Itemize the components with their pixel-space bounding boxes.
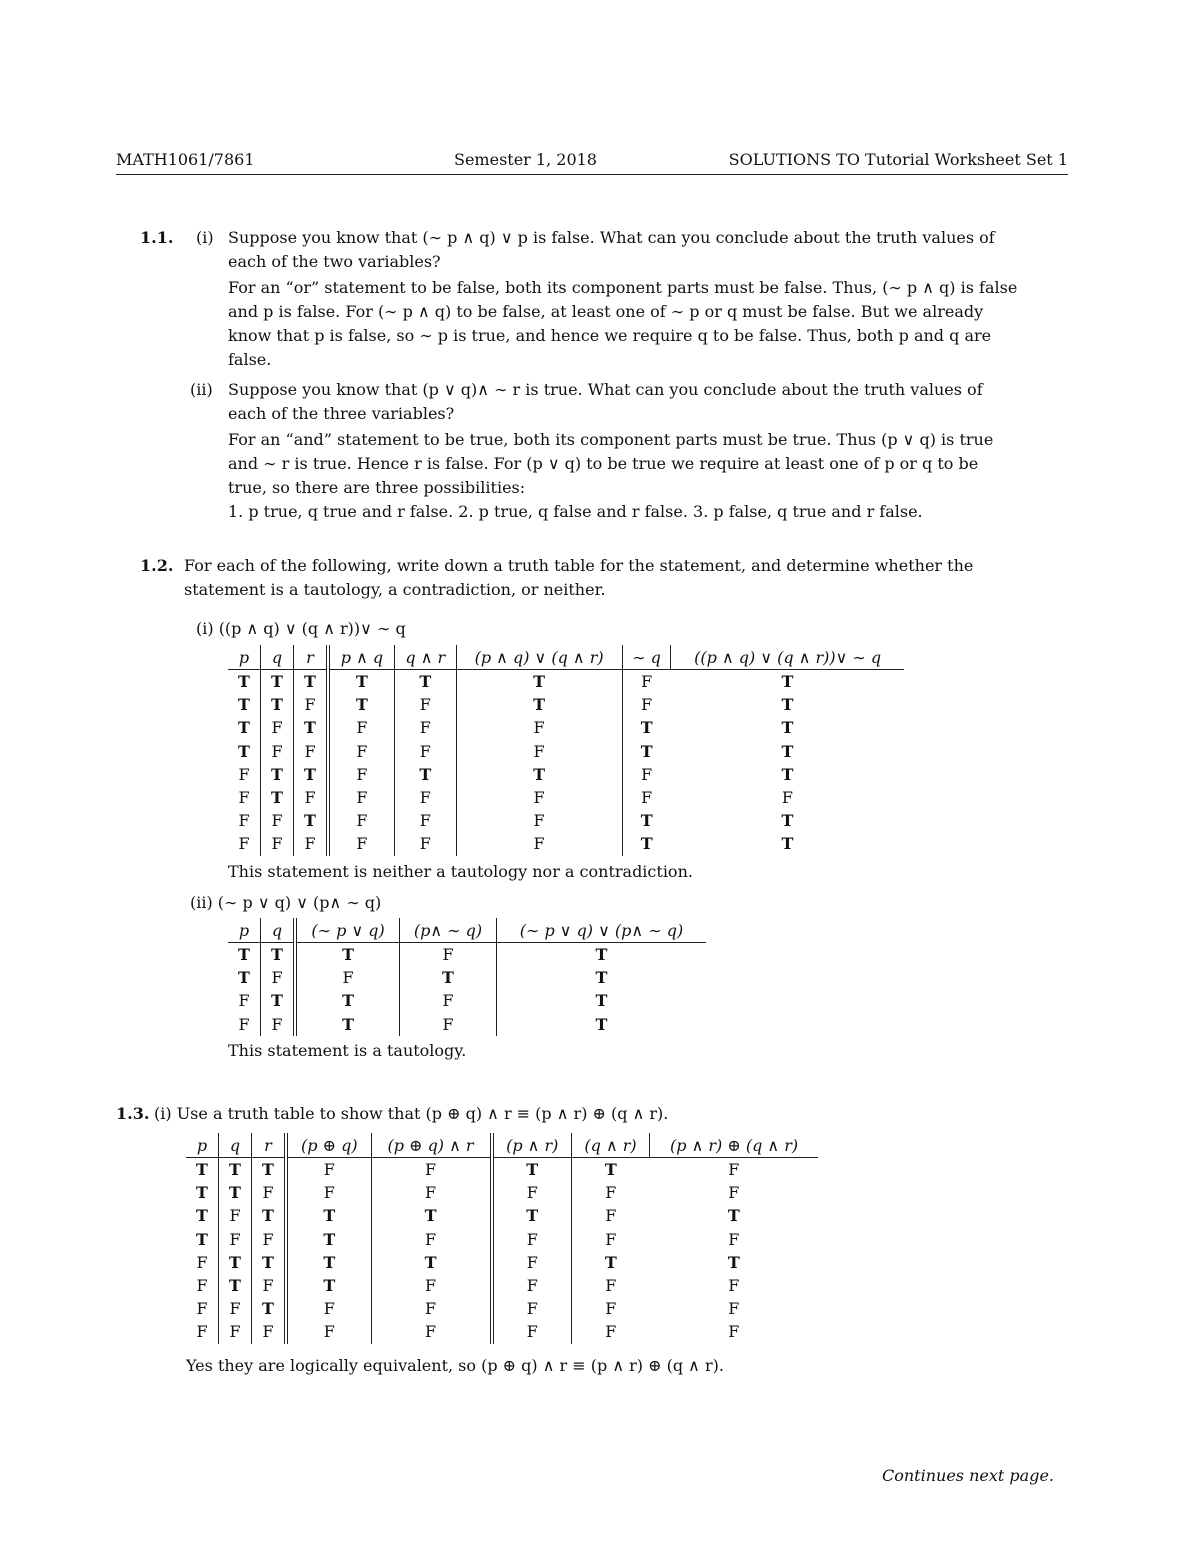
- table-cell: F: [295, 966, 400, 989]
- table-cell: T: [294, 716, 329, 739]
- question-number-1-3: 1.3.: [116, 1104, 150, 1123]
- table-cell: F: [492, 1320, 572, 1343]
- table-cell: T: [294, 763, 329, 786]
- q2-part-ii-label: (ii) (∼ p ∨ q) ∨ (p∧ ∼ q): [190, 893, 382, 912]
- table-cell: F: [394, 832, 456, 855]
- table-cell: F: [394, 716, 456, 739]
- truth-table-1-3-i: [186, 1133, 818, 1344]
- table-cell: T: [781, 718, 794, 738]
- course-code: MATH1061/7861: [116, 150, 255, 169]
- table-cell: F: [286, 1181, 371, 1204]
- text-line: and ∼ r is true. Hence r is false. For (p ∨ q) to be true we require at least one of p or q to be: [228, 454, 979, 473]
- table-header: (q ∧ r): [571, 1133, 649, 1158]
- table-cell: F: [400, 1013, 497, 1036]
- table-cell: F: [728, 1229, 740, 1249]
- table-cell: F: [261, 716, 294, 739]
- table-cell: F: [571, 1297, 649, 1320]
- table-cell: F: [622, 786, 671, 809]
- table-cell: T: [261, 786, 294, 809]
- text-line: know that p is false, so ∼ p is true, and hence we require q to be false. Thus, both p and q are: [228, 326, 992, 345]
- text-line: Suppose you know that (∼ p ∧ q) ∨ p is false. What can you conclude about the truth values of: [228, 228, 995, 247]
- table-cell: T: [294, 809, 329, 832]
- table-cell: F: [492, 1297, 572, 1320]
- table-cell: F: [196, 1276, 208, 1296]
- table-cell: T: [286, 1228, 371, 1251]
- table-cell: T: [294, 670, 329, 694]
- table-row: [186, 1158, 818, 1182]
- table-cell: F: [294, 832, 329, 855]
- text-line: true, so there are three possibilities:: [228, 478, 526, 497]
- table-cell: T: [238, 718, 250, 738]
- table-cell: F: [622, 693, 671, 716]
- table-cell: F: [394, 740, 456, 763]
- table-cell: F: [219, 1297, 252, 1320]
- table-row: [228, 763, 904, 786]
- table-cell: F: [252, 1274, 287, 1297]
- q2-part-i-label: (i) ((p ∧ q) ∨ (q ∧ r))∨ ∼ q: [196, 619, 406, 638]
- table-cell: F: [286, 1320, 371, 1343]
- q1-part-ii-label: (ii): [190, 380, 213, 399]
- table-cell: F: [252, 1181, 287, 1204]
- table-cell: T: [622, 832, 671, 855]
- table-cell: T: [496, 1013, 706, 1036]
- table-row: [186, 1204, 818, 1227]
- q3-part-i-label: (i) Use a truth table to show that (p ⊕ q) ∧ r ≡ (p ∧ r) ⊕ (q ∧ r).: [154, 1104, 669, 1123]
- continues-next-page: Continues next page.: [882, 1466, 1054, 1485]
- table-cell: F: [286, 1297, 371, 1320]
- table-header: q: [219, 1133, 252, 1158]
- table-cell: F: [261, 740, 294, 763]
- table-cell: T: [261, 693, 294, 716]
- q3-conclusion: Yes they are logically equivalent, so (p ⊕ q) ∧ r ≡ (p ∧ r) ⊕ (q ∧ r).: [186, 1356, 724, 1375]
- table-cell: F: [238, 1014, 250, 1034]
- table-header: (p ∧ q) ∨ (q ∧ r): [456, 645, 622, 670]
- table-header: (p ⊕ q): [286, 1133, 371, 1158]
- table-cell: T: [238, 945, 250, 965]
- table-cell: F: [456, 716, 622, 739]
- table-cell: T: [252, 1158, 287, 1182]
- table-cell: T: [328, 670, 394, 694]
- table-cell: T: [781, 834, 794, 854]
- text-line: each of the two variables?: [228, 252, 441, 271]
- table-row: [228, 693, 904, 716]
- table-cell: T: [781, 811, 794, 831]
- worksheet-title: SOLUTIONS TO Tutorial Worksheet Set 1: [728, 150, 1068, 169]
- table-cell: T: [196, 1206, 208, 1226]
- table-cell: F: [371, 1181, 491, 1204]
- table-header: q: [261, 918, 296, 943]
- table-cell: F: [781, 788, 793, 808]
- table-cell: F: [328, 716, 394, 739]
- table-cell: F: [456, 832, 622, 855]
- table-cell: F: [252, 1228, 287, 1251]
- table-cell: F: [728, 1160, 740, 1180]
- table-cell: T: [400, 966, 497, 989]
- table-cell: T: [496, 989, 706, 1012]
- table-cell: F: [456, 786, 622, 809]
- table-cell: T: [456, 670, 622, 694]
- table-cell: F: [394, 809, 456, 832]
- table-row: [228, 670, 904, 694]
- table-cell: F: [728, 1183, 740, 1203]
- table-cell: T: [252, 1204, 287, 1227]
- table-cell: F: [571, 1204, 649, 1227]
- table-cell: F: [238, 788, 250, 808]
- table-cell: T: [219, 1158, 252, 1182]
- table-cell: F: [371, 1228, 491, 1251]
- table-cell: T: [456, 763, 622, 786]
- table-cell: F: [728, 1299, 740, 1319]
- table-cell: F: [394, 693, 456, 716]
- q1-part-ii-answer: [228, 428, 993, 524]
- table-header: ((p ∧ q) ∨ (q ∧ r))∨ ∼ q: [671, 645, 904, 670]
- table-cell: F: [328, 786, 394, 809]
- question-number-1-1: 1.1.: [140, 228, 174, 247]
- table-cell: F: [219, 1320, 252, 1343]
- table-cell: F: [238, 834, 250, 854]
- table-cell: T: [727, 1252, 740, 1272]
- table-cell: F: [456, 740, 622, 763]
- table-cell: T: [219, 1274, 252, 1297]
- table-cell: T: [286, 1251, 371, 1274]
- q1-part-i-question: [228, 226, 995, 274]
- table-cell: F: [261, 809, 294, 832]
- table-cell: F: [492, 1251, 572, 1274]
- table-cell: T: [571, 1158, 649, 1182]
- table-cell: T: [261, 763, 294, 786]
- table-cell: F: [261, 966, 296, 989]
- text-line: For each of the following, write down a truth table for the statement, and determine whether the: [184, 556, 974, 575]
- table-cell: F: [219, 1228, 252, 1251]
- table-header: (∼ p ∨ q) ∨ (p∧ ∼ q): [496, 918, 706, 943]
- table-cell: T: [622, 740, 671, 763]
- table-cell: F: [400, 943, 497, 967]
- q2-part-ii-conclusion: This statement is a tautology.: [228, 1041, 467, 1060]
- table-cell: F: [328, 809, 394, 832]
- table-cell: F: [294, 786, 329, 809]
- table-cell: T: [286, 1274, 371, 1297]
- table-header: (p ∧ r) ⊕ (q ∧ r): [650, 1133, 818, 1158]
- table-cell: T: [252, 1251, 287, 1274]
- table-cell: F: [261, 832, 294, 855]
- table-cell: F: [622, 763, 671, 786]
- text-line: 1. p true, q true and r false. 2. p true, q false and r false. 3. p false, q true and r false.: [228, 502, 923, 521]
- table-cell: T: [261, 670, 294, 694]
- table-cell: F: [294, 693, 329, 716]
- table-cell: F: [371, 1320, 491, 1343]
- table-cell: F: [219, 1204, 252, 1227]
- question-number-1-2: 1.2.: [140, 556, 174, 575]
- table-cell: F: [286, 1158, 371, 1182]
- table-cell: T: [238, 968, 250, 988]
- q2-intro: [184, 554, 973, 602]
- table-cell: F: [371, 1158, 491, 1182]
- table-cell: T: [196, 1229, 208, 1249]
- table-cell: T: [781, 672, 794, 692]
- table-row: [228, 989, 706, 1012]
- table-cell: F: [492, 1228, 572, 1251]
- table-cell: T: [286, 1204, 371, 1227]
- table-cell: T: [219, 1181, 252, 1204]
- table-cell: T: [622, 809, 671, 832]
- table-cell: F: [261, 1013, 296, 1036]
- q1-part-i-answer: [228, 276, 1017, 372]
- table-cell: F: [252, 1320, 287, 1343]
- table-header: (p∧ ∼ q): [400, 918, 497, 943]
- table-cell: T: [394, 763, 456, 786]
- table-cell: F: [728, 1322, 740, 1342]
- table-cell: F: [294, 740, 329, 763]
- text-line: For an “and” statement to be true, both its component parts must be true. Thus (p ∨ q) is true: [228, 430, 994, 449]
- table-cell: T: [295, 943, 400, 967]
- table-header: r: [294, 645, 329, 670]
- table-cell: T: [496, 966, 706, 989]
- table-row: [186, 1181, 818, 1204]
- table-row: [228, 740, 904, 763]
- table-cell: T: [781, 695, 794, 715]
- table-cell: T: [394, 670, 456, 694]
- table-cell: F: [238, 991, 250, 1011]
- table-cell: F: [196, 1299, 208, 1319]
- table-header: r: [252, 1133, 287, 1158]
- text-line: For an “or” statement to be false, both its component parts must be false. Thus, (∼ p ∧ q) is false: [228, 278, 1018, 297]
- table-cell: F: [238, 811, 250, 831]
- table-cell: F: [622, 670, 671, 694]
- table-header: p: [186, 1133, 219, 1158]
- table-row: [186, 1228, 818, 1251]
- table-cell: T: [571, 1251, 649, 1274]
- table-cell: F: [328, 832, 394, 855]
- table-row: [228, 966, 706, 989]
- text-line: each of the three variables?: [228, 404, 455, 423]
- table-header: (p ∧ r): [492, 1133, 572, 1158]
- table-cell: F: [196, 1252, 208, 1272]
- table-cell: T: [622, 716, 671, 739]
- table-row: [228, 716, 904, 739]
- table-cell: F: [394, 786, 456, 809]
- truth-table-1-2-i: [228, 645, 904, 856]
- text-line: and p is false. For (∼ p ∧ q) to be false, at least one of ∼ p or q must be false. But we already: [228, 302, 984, 321]
- semester: Semester 1, 2018: [454, 150, 597, 169]
- table-cell: T: [238, 695, 250, 715]
- table-row: [228, 1013, 706, 1036]
- table-cell: T: [328, 693, 394, 716]
- table-cell: T: [261, 943, 296, 967]
- table-cell: T: [781, 741, 794, 761]
- table-row: [228, 832, 904, 855]
- text-line: Suppose you know that (p ∨ q)∧ ∼ r is true. What can you conclude about the truth values of: [228, 380, 983, 399]
- table-cell: T: [238, 741, 250, 761]
- table-cell: F: [571, 1228, 649, 1251]
- table-header: p: [228, 645, 261, 670]
- table-header: (∼ p ∨ q): [295, 918, 400, 943]
- table-row: [228, 943, 706, 967]
- truth-table-1-2-ii: [228, 918, 706, 1036]
- table-row: [228, 809, 904, 832]
- table-cell: F: [728, 1276, 740, 1296]
- q2-part-i-conclusion: This statement is neither a tautology nor a contradiction.: [228, 862, 693, 881]
- table-cell: T: [295, 1013, 400, 1036]
- table-cell: F: [371, 1297, 491, 1320]
- text-line: false.: [228, 350, 272, 369]
- table-cell: F: [328, 763, 394, 786]
- table-header: p ∧ q: [328, 645, 394, 670]
- table-header: q ∧ r: [394, 645, 456, 670]
- table-cell: T: [295, 989, 400, 1012]
- table-header: (p ⊕ q) ∧ r: [371, 1133, 491, 1158]
- table-cell: T: [238, 672, 250, 692]
- table-cell: T: [496, 943, 706, 967]
- table-row: [228, 786, 904, 809]
- q1-part-i-label: (i): [196, 228, 214, 247]
- table-header: ∼ q: [622, 645, 671, 670]
- page-header: [116, 150, 1068, 175]
- table-cell: T: [781, 764, 794, 784]
- table-header: p: [228, 918, 261, 943]
- table-cell: F: [492, 1274, 572, 1297]
- table-row: [186, 1274, 818, 1297]
- table-cell: T: [492, 1204, 572, 1227]
- table-cell: F: [371, 1274, 491, 1297]
- table-cell: F: [456, 809, 622, 832]
- table-cell: T: [727, 1206, 740, 1226]
- table-cell: F: [196, 1322, 208, 1342]
- table-cell: F: [571, 1320, 649, 1343]
- text-line: statement is a tautology, a contradiction, or neither.: [184, 580, 606, 599]
- q1-part-ii-question: [228, 378, 983, 426]
- table-cell: F: [400, 989, 497, 1012]
- table-cell: T: [196, 1160, 208, 1180]
- table-cell: T: [261, 989, 296, 1012]
- table-cell: F: [571, 1274, 649, 1297]
- table-cell: T: [492, 1158, 572, 1182]
- table-row: [186, 1251, 818, 1274]
- table-cell: T: [456, 693, 622, 716]
- table-cell: T: [371, 1251, 491, 1274]
- table-cell: F: [238, 764, 250, 784]
- table-cell: F: [571, 1181, 649, 1204]
- table-cell: T: [219, 1251, 252, 1274]
- table-cell: T: [252, 1297, 287, 1320]
- table-cell: F: [492, 1181, 572, 1204]
- table-row: [186, 1320, 818, 1343]
- table-header: q: [261, 645, 294, 670]
- table-cell: F: [328, 740, 394, 763]
- table-cell: T: [196, 1183, 208, 1203]
- table-cell: T: [371, 1204, 491, 1227]
- table-row: [186, 1297, 818, 1320]
